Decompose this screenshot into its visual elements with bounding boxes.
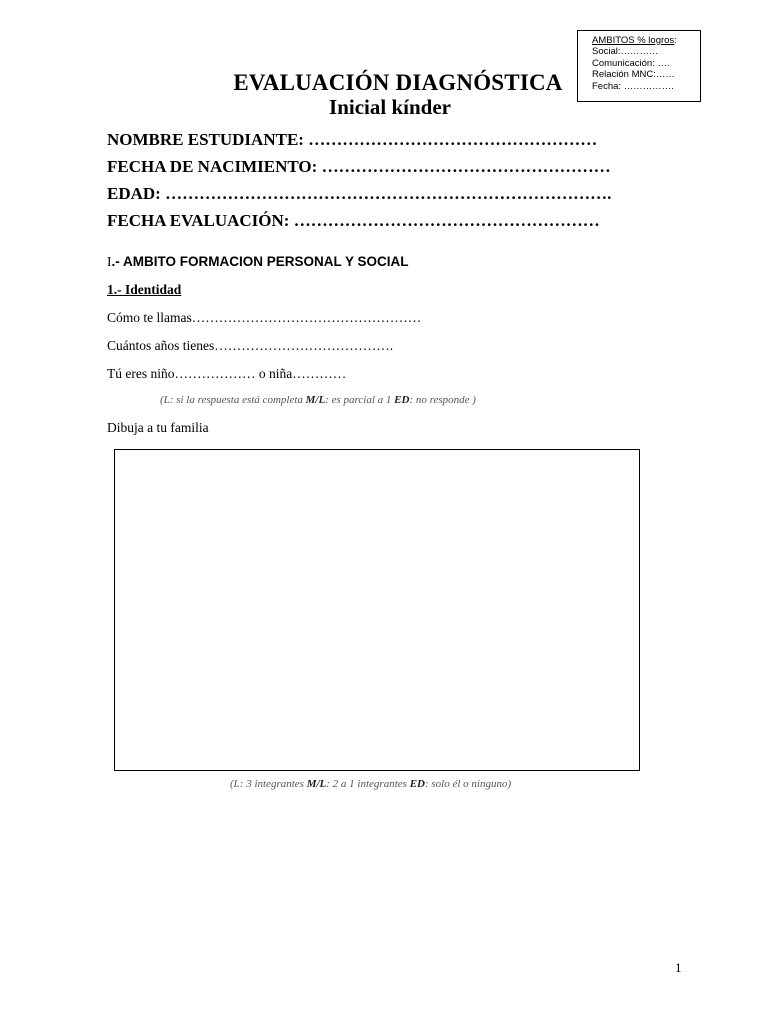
page-subtitle: Inicial kínder [329,95,451,119]
page-number: 1 [675,960,682,975]
ambitos-relacion-mnc: Relación MNC:…… [592,69,675,81]
field-fecha-nacimiento: FECHA DE NACIMIENTO: …………………………………………… [107,157,611,176]
question-nombre: Cómo te llamas…………………………………………… [107,310,422,325]
ambitos-heading: AMBITOS % logros: [592,35,677,46]
field-edad: EDAD: ……………………………………………………………………. [107,184,612,203]
subsection-heading: 1.- Identidad [107,282,182,297]
drawing-area [114,449,640,771]
field-nombre-estudiante: NOMBRE ESTUDIANTE: …………………………………………… [107,130,598,149]
scoring-note-familia: (L: 3 integrantes M/L: 2 a 1 integrantes ED: solo él o ninguno) [230,778,512,790]
ambitos-social: Social:………… [592,46,659,58]
question-genero: Tú eres niño……………… o niña………… [107,366,347,381]
field-fecha-evaluacion: FECHA EVALUACIÓN: ……………………………………………… [107,211,600,230]
question-edad: Cuántos años tienes…………………………………. [107,338,394,353]
ambitos-comunicacion: Comunicación: …. [592,57,670,69]
draw-prompt: Dibuja a tu familia [107,420,209,435]
ambitos-fecha: Fecha: ……………. [592,80,674,92]
section-heading: I.- AMBITO FORMACION PERSONAL Y SOCIAL [107,254,409,269]
scoring-note-identidad: (L: si la respuesta está completa M/L: es parcial a 1 ED: no responde ) [160,394,476,406]
page-title: EVALUACIÓN DIAGNÓSTICA [233,70,563,95]
